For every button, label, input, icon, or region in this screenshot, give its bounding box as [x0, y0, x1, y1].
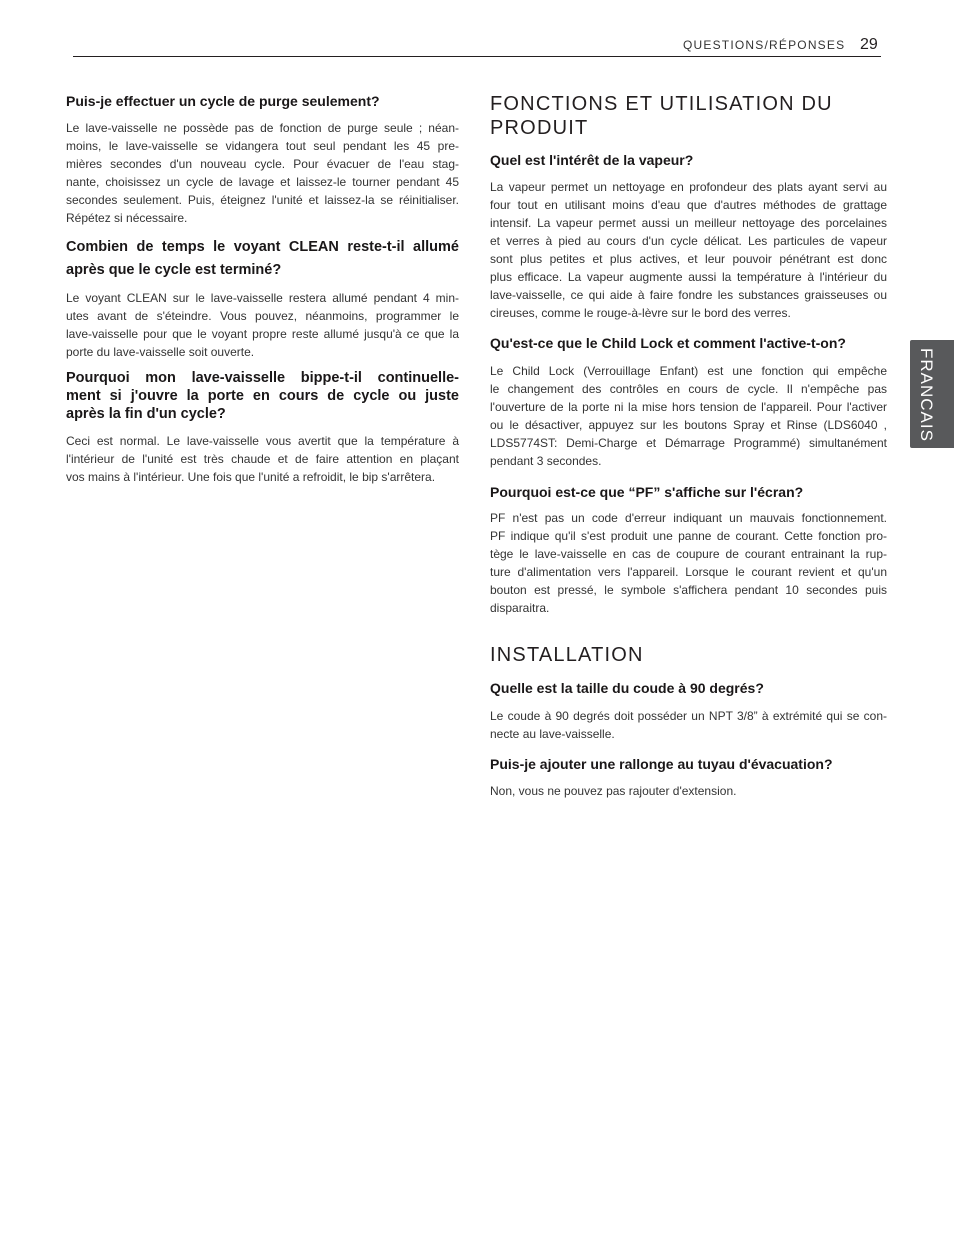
question-line: Qu'est-ce que le Child Lock et comment l'active-t-on? [490, 335, 846, 351]
question-heading [490, 754, 887, 774]
question-line: Combien de temps le voyant CLEAN reste-t-il allumé [66, 239, 459, 255]
question-line: Quel est l'intérêt de la vapeur? [490, 152, 694, 168]
answer-line: four tout en utilisant moins d'eau que d'autres méthodes de grattage [490, 198, 887, 212]
language-tab [910, 340, 954, 448]
answer-line: intensif. La vapeur permet aussi un meilleur nettoyage des porcelaines [490, 216, 887, 230]
question-line: après la fin d'un cycle? [66, 406, 226, 422]
page-number: 29 [860, 36, 878, 53]
answer-line: necte au lave-vaisselle. [490, 727, 615, 741]
answer-line: porte du lave-vaisselle soit ouverte. [66, 345, 255, 359]
section-title-line: INSTALLATION [490, 644, 644, 666]
answer-line: secondes seulement. Puis, éteignez l'unité et laissez-la se réinitialiser. [66, 193, 459, 207]
answer-line: PF indique qu'il s'est produit une panne de courant. Cette fonction pro- [490, 529, 887, 543]
answer-line: mières secondes d'un nouveau cycle. Pour évacuer de l'eau stag- [66, 157, 459, 171]
answer-line: Répétez si nécessaire. [66, 211, 188, 225]
question-line: Puis-je effectuer un cycle de purge seulement? [66, 93, 380, 109]
answer-line: et verres à pied au cours d'un cycle délicat. Les particules de vapeur [490, 234, 887, 248]
answer-paragraph [490, 362, 887, 470]
answer-line: moins, le lave-vaisselle se vidangera tout seul pendant les 45 pre- [66, 139, 459, 153]
answer-line: PF n'est pas un code d'erreur indiquant un mauvais fonctionnement. [490, 511, 887, 525]
answer-paragraph [66, 432, 459, 486]
answer-line: Le coude à 90 degrés doit posséder un NPT 3/8” à extrémité qui se con- [490, 709, 887, 723]
question-heading [66, 91, 459, 111]
answer-line: bouton est pressé, le symbole s'affichera pendant 10 secondes puis [490, 583, 887, 597]
answer-line: l'intérieur de l'unité est très chaude et de faire attention en plaçant [66, 452, 459, 466]
section-title-line: PRODUIT [490, 117, 589, 139]
question-heading [66, 236, 459, 282]
question-heading [490, 678, 887, 698]
answer-line: sont plus petites et plus actives, et leur pouvoir pénétrant est donc [490, 252, 887, 266]
answer-paragraph [490, 178, 887, 322]
answer-paragraph [490, 509, 887, 617]
language-tab-label: FRANCAIS [917, 348, 936, 442]
question-heading [66, 369, 459, 423]
answer-line: ture d'alimentation vers l'appareil. Lorsque le courant revient et qu'un [490, 565, 887, 579]
question-line: Pourquoi est-ce que “PF” s'affiche sur l'écran? [490, 484, 804, 500]
answer-line: plus efficace. La vapeur augmente aussi la température à l'intérieur du [490, 270, 887, 284]
answer-line: pendant 3 secondes. [490, 454, 602, 468]
question-line: ment si j'ouvre la porte en cours de cycle ou juste [66, 388, 459, 404]
header-rule [73, 56, 881, 57]
section-title [490, 643, 887, 667]
answer-line: cireuses, comme le rouge-à-lèvre sur le bord des verres. [490, 306, 791, 320]
question-line: Quelle est la taille du coude à 90 degrés? [490, 680, 764, 696]
answer-line: Non, vous ne pouvez pas rajouter d'extension. [490, 784, 737, 798]
answer-paragraph [66, 119, 459, 227]
answer-line: ou le désactiver, appuyez sur les boutons Spray et Rinse (LDS6040 , [490, 418, 887, 432]
answer-line: le changement des contrôles en cours de cycle. Il n'empêche pas [490, 382, 887, 396]
section-title [490, 92, 887, 140]
answer-line: LDS5774ST: Demi-Charge et Démarrage Programmé) simultanément [490, 436, 887, 450]
question-line: Puis-je ajouter une rallonge au tuyau d'évacuation? [490, 756, 833, 772]
running-header-section: QUESTIONS/RÉPONSES [683, 38, 846, 52]
answer-line: vos mains à l'intérieur. Une fois que l'unité a refroidit, le bip s'arrêtera. [66, 470, 436, 484]
answer-paragraph [490, 707, 887, 743]
answer-line: tège le lave-vaisselle en cas de coupure de courant entrainant la rup- [490, 547, 887, 561]
answer-line: lave-vaisselle pour que le voyant propre reste allumé jusqu'à ce que la [66, 327, 459, 341]
answer-line: lave-vaisselle, ce qui aide à faire fondre les substances graisseuses ou [490, 288, 887, 302]
section-title-line: FONCTIONS ET UTILISATION DU [490, 93, 833, 115]
question-heading [490, 150, 887, 170]
answer-line: Ceci est normal. Le lave-vaisselle vous avertit que la température à [66, 434, 459, 448]
question-heading [490, 482, 887, 502]
answer-line: disparaitra. [490, 601, 550, 615]
answer-paragraph [66, 289, 459, 361]
answer-line: l'ouverture de la porte ni la mise hors tension de l'appareil. Pour l'activer [490, 400, 887, 414]
answer-line: La vapeur permet un nettoyage en profondeur des plats ayant servi au [490, 180, 887, 194]
answer-line: Le voyant CLEAN sur le lave-vaisselle restera allumé pendant 4 min- [66, 291, 459, 305]
answer-line: Le Child Lock (Verrouillage Enfant) est une fonction qui empêche [490, 364, 887, 378]
question-heading [490, 333, 887, 353]
answer-line: nante, choisissez un cycle de lavage et laissez-le tourner pendant 45 [66, 175, 459, 189]
question-line: après que le cycle est terminé? [66, 262, 282, 278]
answer-line: utes avant de s'éteindre. Vous pouvez, néanmoins, programmer le [66, 309, 459, 323]
answer-line: Le lave-vaisselle ne possède pas de fonction de purge seule ; néan- [66, 121, 459, 135]
answer-paragraph [490, 782, 887, 800]
question-line: Pourquoi mon lave-vaisselle bippe-t-il continuelle- [66, 370, 459, 386]
